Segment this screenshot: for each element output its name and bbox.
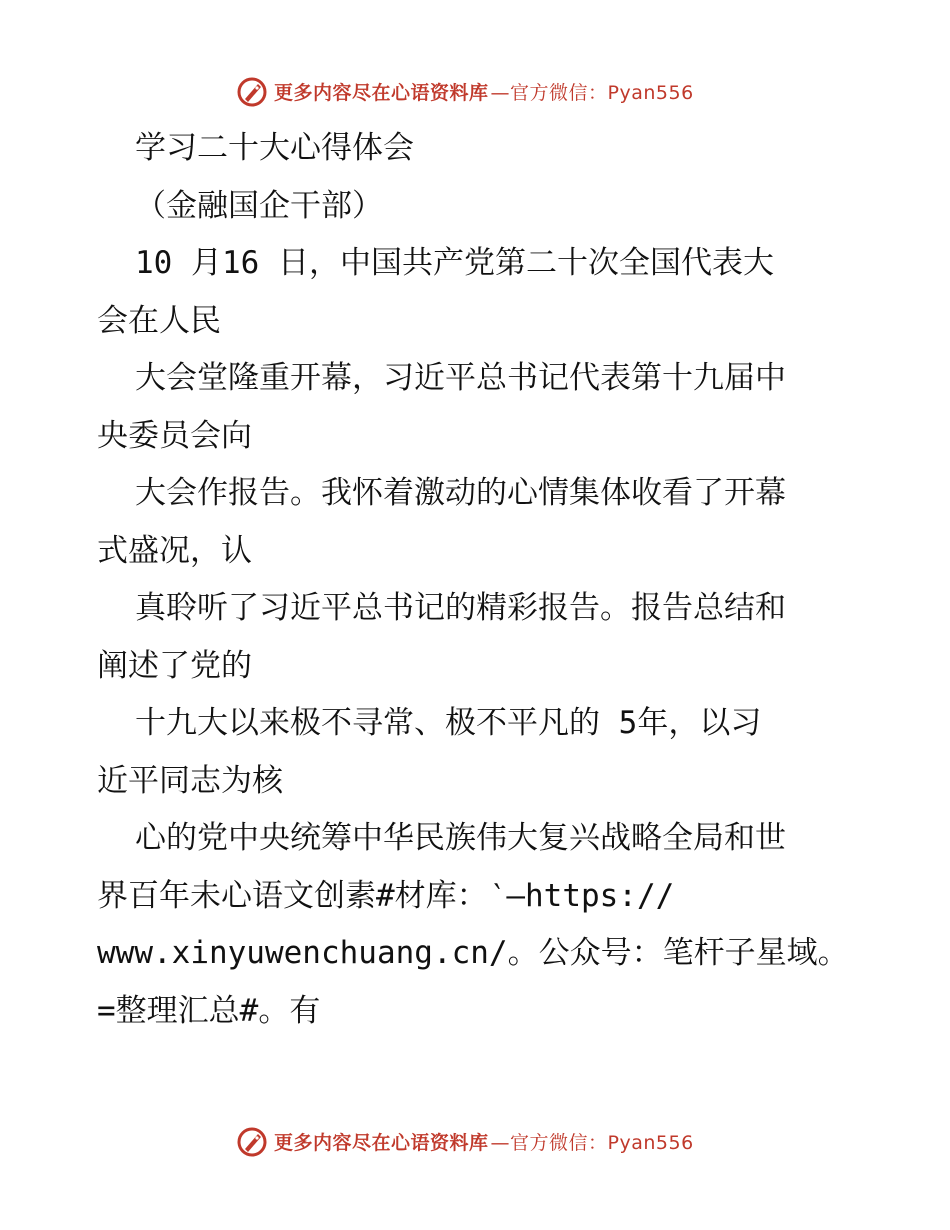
doc-title: 学习二十大心得体会: [135, 130, 414, 166]
doc-line: =整理汇总#。有: [97, 992, 321, 1029]
watermark-lead-text: 更多内容尽在心语资料库: [274, 81, 489, 104]
pen-nib-circle-icon: [236, 75, 268, 107]
doc-line: 大会堂隆重开幕，习近平总书记代表第十九届中: [135, 360, 786, 396]
watermark-banner-bottom: [236, 1124, 756, 1158]
doc-line: 央委员会向: [97, 417, 252, 454]
doc-line: 真聆听了习近平总书记的精彩报告。报告总结和: [135, 590, 786, 626]
doc-line: 阐述了党的: [97, 647, 252, 684]
watermark-tail-text: —官方微信：Pyan556: [490, 1131, 694, 1154]
document-body: [97, 120, 897, 1040]
doc-line: 式盛况，认: [97, 532, 252, 569]
watermark-lead-text: 更多内容尽在心语资料库: [274, 1131, 489, 1154]
watermark-banner-top: [236, 74, 756, 108]
doc-subtitle: （金融国企干部）: [135, 187, 383, 224]
pen-nib-circle-icon: [236, 1125, 268, 1157]
doc-line: 10 月16 日，中国共产党第二十次全国代表大: [135, 245, 774, 281]
doc-line: 会在人民: [97, 302, 221, 339]
doc-line: 界百年未心语文创素#材库：‵—https://: [97, 877, 675, 914]
doc-line: 近平同志为核: [97, 762, 283, 799]
watermark-tail-text: —官方微信：Pyan556: [490, 81, 694, 104]
doc-line: 心的党中央统筹中华民族伟大复兴战略全局和世: [135, 820, 786, 856]
doc-line: 大会作报告。我怀着激动的心情集体收看了开幕: [135, 475, 786, 511]
doc-line: www.xinyuwenchuang.cn/。公众号：笔杆子星域。: [97, 935, 849, 971]
doc-line: 十九大以来极不寻常、极不平凡的 5年，以习: [135, 705, 762, 741]
